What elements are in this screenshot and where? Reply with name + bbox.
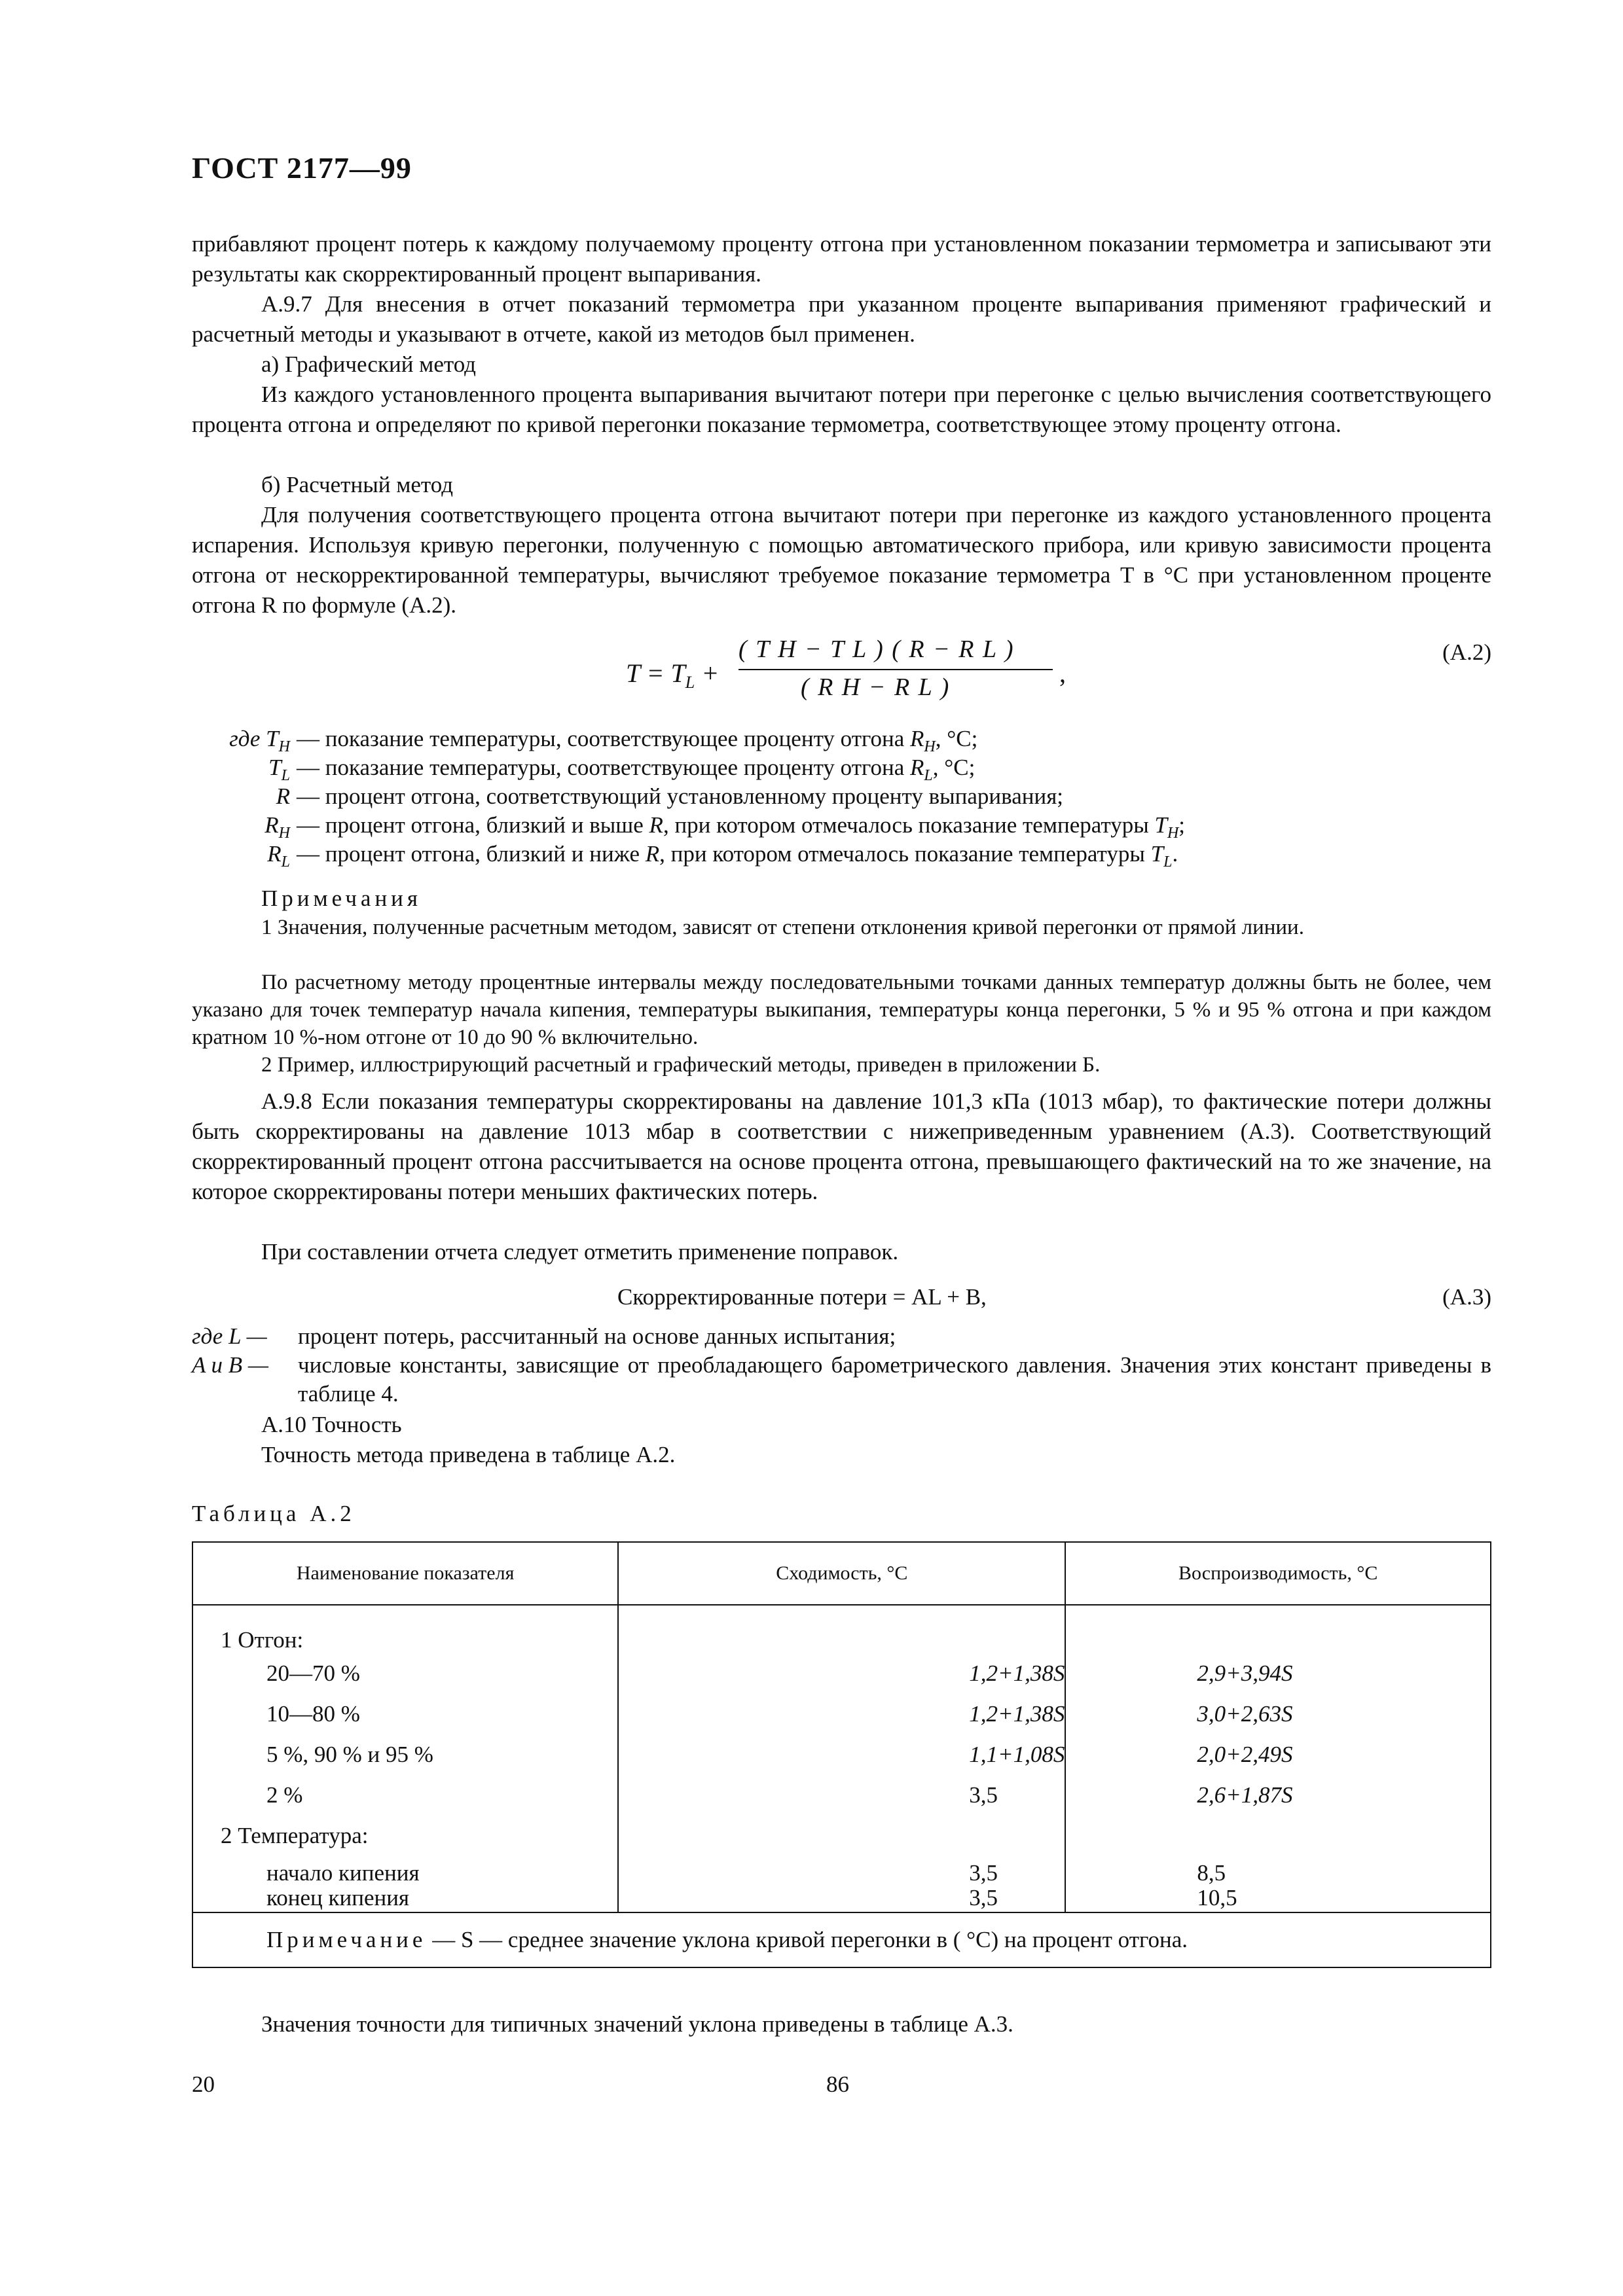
- table-cell: [1065, 1816, 1491, 1856]
- formula-a2-number: (А.2): [1442, 639, 1491, 665]
- accuracy-table: [192, 1541, 1491, 1968]
- table-cell: 3,5: [618, 1775, 1065, 1816]
- table-cell: 2,0+2,49S: [1065, 1734, 1491, 1775]
- table-cell: начало кипения: [192, 1856, 618, 1886]
- table-row: [192, 1775, 1491, 1816]
- table-row: [192, 1653, 1491, 1694]
- formula-a3-number: (А.3): [1442, 1284, 1491, 1310]
- table-note: [192, 1912, 1491, 1967]
- document-header: ГОСТ 2177—99: [192, 151, 412, 185]
- legend-item: $R_L$ — процент отгона, близкий и ниже R, при котором отмечалось показание температуры $T_L$.: [267, 841, 1178, 870]
- table-cell: 2,9+3,94S: [1065, 1653, 1491, 1694]
- legend-item: R — процент отгона, соответствующий установленному проценту выпаривания;: [276, 783, 1064, 809]
- table-cell: 3,0+2,63S: [1065, 1694, 1491, 1734]
- legend-a3-text-2: числовые константы, зависящие от преобладающего барометрического давления. Значения этих констант приведены в таблице 4.: [298, 1352, 1491, 1407]
- table-header-row: [192, 1542, 1491, 1605]
- paragraph-a97: А.9.7 Для внесения в отчет показаний термометра при указанном проценте выпаривания применяют графический и расчетный методы и указывают в отчете, какой из методов был применен.: [192, 291, 1491, 347]
- table-cell: 1,2+1,38S: [618, 1694, 1065, 1734]
- table-cell: 1,2+1,38S: [618, 1653, 1065, 1694]
- section-text: Точность метода приведена в таблице А.2.: [261, 1442, 676, 1467]
- legend-a3-text-1: процент потерь, рассчитанный на основе данных испытания;: [298, 1323, 896, 1349]
- formula-a2-legend: [192, 725, 1491, 875]
- table-header-cell: Воспроизводимость, °С: [1065, 1542, 1491, 1605]
- table-row: [192, 1856, 1491, 1886]
- table-row: [192, 1816, 1491, 1856]
- table-cell: 5 %, 90 % и 95 %: [192, 1734, 618, 1775]
- table-cell: [1065, 1605, 1491, 1653]
- page-number-center: 86: [826, 2072, 849, 2097]
- formula-a2-numerator: ( T H − T L ) ( R − R L ): [739, 636, 1015, 663]
- table-header-cell: Сходимость, °С: [618, 1542, 1065, 1605]
- legend-a3-sym-1: где L —: [192, 1323, 267, 1349]
- closing-paragraph: Значения точности для типичных значений уклона приведены в таблице А.3.: [261, 2011, 1013, 2037]
- paragraph-continuation: прибавляют процент потерь к каждому получаемому проценту отгона при установленном показании термометра и записывают эти результаты как скорректированный процент выпаривания.: [192, 231, 1491, 287]
- paragraph-corrections: При составлении отчета следует отметить применение поправок.: [261, 1239, 899, 1265]
- legend-a3-sym-2: A и B —: [192, 1352, 268, 1378]
- table-row: [192, 1694, 1491, 1734]
- table-note-label: Примечание: [266, 1927, 427, 1952]
- legend-item: где $T_H$ — показание температуры, соответствующее проценту отгона $R_H$, °С;: [229, 726, 978, 755]
- paragraph-a98: А.9.8 Если показания температуры скорректированы на давление 101,3 кПа (1013 мбар), то фактические потери должны быть скорректированы на давление 1013 мбар в соответствии с нижеприведенным уравнением (А.3). Соответствующий скорректированный процент отгона рассчитывается на основе процента отгона, превышающего фактический на то же значение, на которое скорректированы потери меньших фактических потерь.: [192, 1088, 1491, 1204]
- note-1: 1 Значения, полученные расчетным методом, зависят от степени отклонения кривой перегонки от прямой линии.: [261, 916, 1304, 939]
- table-caption: Таблица А.2: [192, 1501, 356, 1526]
- method-graphic-title: а) Графический метод: [261, 351, 476, 377]
- table-note-text: — S — среднее значение уклона кривой перегонки в ( °С) на процент отгона.: [432, 1927, 1188, 1952]
- formula-a3-text: Скорректированные потери = AL + B,: [617, 1284, 987, 1310]
- table-cell: 8,5: [1065, 1856, 1491, 1886]
- table-cell: 10,5: [1065, 1886, 1491, 1912]
- table-cell: 3,5: [618, 1886, 1065, 1912]
- note-1-continued: По расчетному методу процентные интервалы между последовательными точками данных температур должны быть не более, чем указано для точек температур начала кипения, температуры выкипания, температуры конца перегонки, 5 % и 95 % отгона и при каждом кратном 10 %-ном отгоне от 10 до 90 % включительно.: [192, 971, 1491, 1049]
- formula-a2-denominator: ( R H − R L ): [801, 673, 951, 701]
- table-cell: [618, 1605, 1065, 1653]
- paragraph-calc-method: Для получения соответствующего процента отгона вычитают потери при перегонке из каждого установленного процента испарения. Используя кривую перегонки, полученную с помощью автоматического прибора, или кривую зависимости процента отгона от нескорректированной температуры, вычисляют требуемое показание термометра T в °С при установленном проценте отгона R по формуле (А.2).: [192, 502, 1491, 618]
- formula-a2: $T = T_L$ + ( T H − T L ) ( R − R L ) ( R H − R L ) , (А.2): [626, 636, 1491, 701]
- formula-a3-legend: [192, 1322, 1491, 1414]
- formula-a3: [192, 1284, 1491, 1317]
- table-cell: 1,1+1,08S: [618, 1734, 1065, 1775]
- table-cell: 20—70 %: [192, 1653, 618, 1694]
- legend-item: $T_L$ — показание температуры, соответствующее проценту отгона $R_L$, °С;: [268, 755, 976, 784]
- table-cell: 2 %: [192, 1775, 618, 1816]
- section-title: А.10 Точность: [261, 1412, 402, 1437]
- table-note-row: [192, 1912, 1491, 1967]
- page-number-left: 20: [192, 2072, 215, 2097]
- table-cell: 3,5: [618, 1856, 1065, 1886]
- notes-title: Примечания: [261, 886, 422, 911]
- table-row: [192, 1605, 1491, 1653]
- legend-item: $R_H$ — процент отгона, близкий и выше R, при котором отмечалось показание температуры $T_H$;: [264, 812, 1186, 842]
- table-cell: конец кипения: [192, 1886, 618, 1912]
- table-header-cell: Наименование показателя: [192, 1542, 618, 1605]
- table-cell: [618, 1816, 1065, 1856]
- table-row: [192, 1886, 1491, 1912]
- table-cell: 2,6+1,87S: [1065, 1775, 1491, 1816]
- method-calc-title: б) Расчетный метод: [261, 472, 454, 497]
- table-cell: 10—80 %: [192, 1694, 618, 1734]
- fraction-line: [739, 669, 1053, 670]
- table-cell: 2 Температура:: [192, 1816, 618, 1856]
- paragraph-graphic-method: Из каждого установленного процента выпаривания вычитают потери при перегонке с целью вычисления соответствующего процента отгона и определяют по кривой перегонки показание термометра, соответствующее этому проценту отгона.: [192, 382, 1491, 437]
- note-2: 2 Пример, иллюстрирующий расчетный и графический методы, приведен в приложении Б.: [261, 1053, 1101, 1077]
- table-cell: 1 Отгон:: [192, 1605, 618, 1653]
- table-row: [192, 1734, 1491, 1775]
